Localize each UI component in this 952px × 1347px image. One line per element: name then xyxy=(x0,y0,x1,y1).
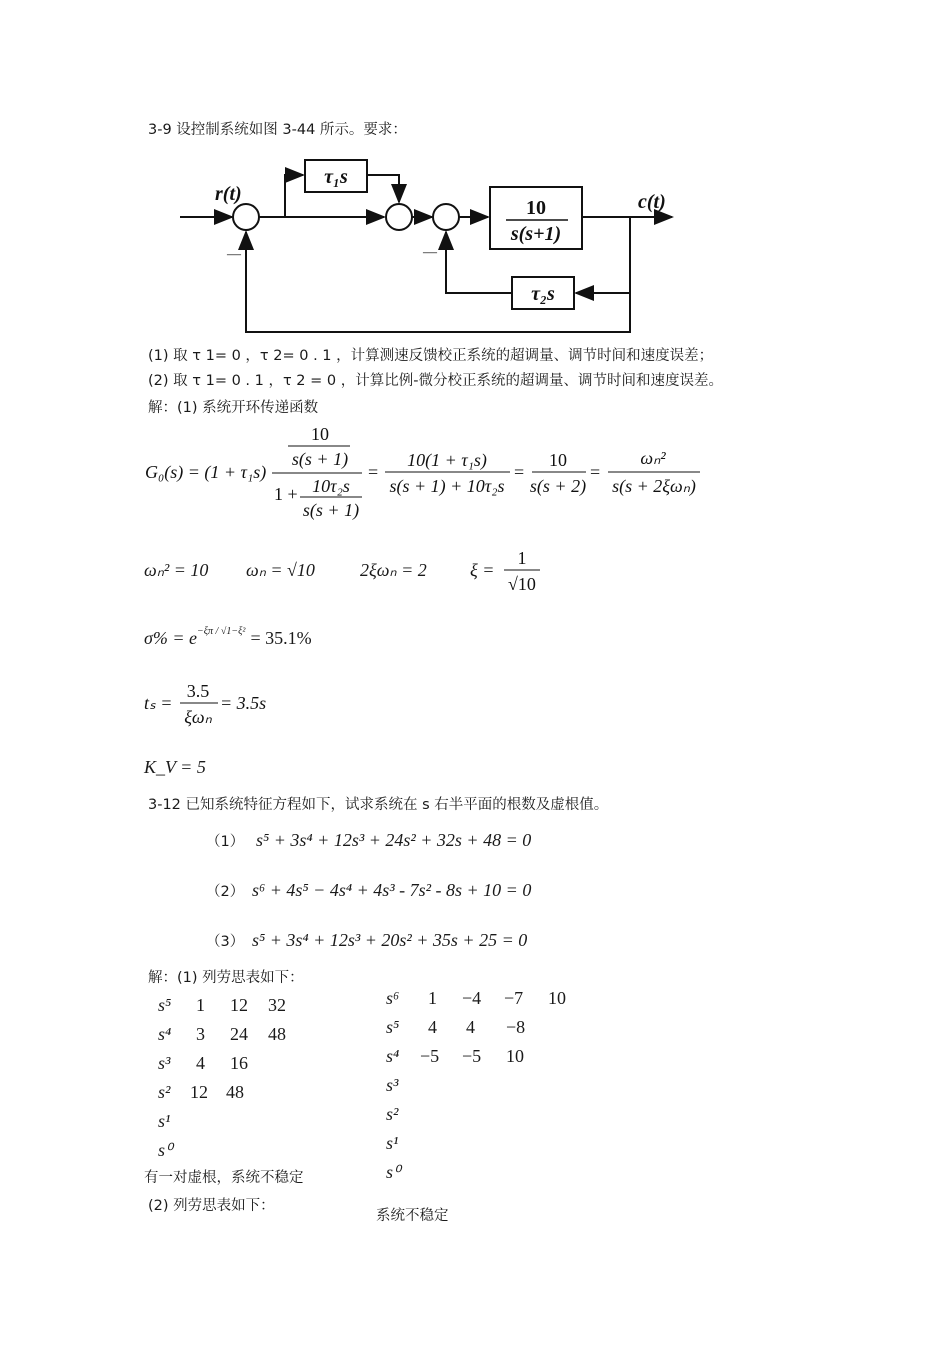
summing-junction-3 xyxy=(433,204,459,230)
svg-text:G₀(s) = (1 + τ₁s): G₀(s) = (1 + τ₁s) xyxy=(145,462,267,482)
routh-row: s² xyxy=(386,1104,399,1124)
svg-text:s(s + 2): s(s + 2) xyxy=(529,476,587,496)
svg-text:ξωₙ: ξωₙ xyxy=(184,707,212,727)
routh-row: s⁶ 1 −4 −7 10 xyxy=(386,988,566,1008)
wn-squared: ωₙ² = 10 xyxy=(144,560,209,580)
routh-row: s⁰ xyxy=(158,1140,173,1160)
minus-sign-1: — xyxy=(227,247,241,262)
summing-junction-2 xyxy=(386,204,412,230)
xi-fraction xyxy=(470,546,550,602)
routh-row: s⁰ xyxy=(386,1162,401,1182)
plant-num: 10 xyxy=(526,197,546,219)
conclusion-1: 有一对虚根，系统不稳定 xyxy=(144,1170,304,1186)
svg-text:10(1 + τ₁s): 10(1 + τ₁s) xyxy=(407,450,487,470)
svg-text:=: = xyxy=(590,462,601,482)
svg-text:tₛ =: tₛ = xyxy=(144,693,173,713)
requirement-1: (1) 取 τ 1= 0 ，τ 2= 0 . 1 ，计算测速反馈校正系统的超调量、调节时间和速度误差； xyxy=(148,348,714,364)
svg-text:ξ =: ξ = xyxy=(470,560,495,580)
svg-text:=: = xyxy=(368,462,379,482)
tau2-label: τ₂s xyxy=(531,283,555,305)
plant-den: s(s+1) xyxy=(510,223,562,245)
svg-text:s(s + 1): s(s + 1) xyxy=(302,500,360,520)
equation-2: （2） s⁶ + 4s⁵ − 4s⁴ + 4s³ - 7s² - 8s + 10 = 0 xyxy=(206,880,532,900)
routh-table-2 xyxy=(386,988,566,1191)
routh-row: s⁴ 3 24 48 xyxy=(158,1024,286,1044)
output-label: c(t) xyxy=(638,191,666,213)
svg-text:s(s + 2ξωₙ): s(s + 2ξωₙ) xyxy=(612,476,696,496)
requirement-2: (2) 取 τ 1= 0 . 1 ，τ 2 = 0 ，计算比例-微分校正系统的超调量、调节时间和速度误差。 xyxy=(148,373,723,389)
svg-text:ωₙ²: ωₙ² xyxy=(640,448,666,468)
tau1-label: τ₁s xyxy=(324,166,348,188)
routh-row: s³ 4 16 xyxy=(158,1053,248,1073)
routh-row: s¹ xyxy=(158,1111,171,1131)
svg-text:10: 10 xyxy=(549,450,567,470)
conclusion-2: 系统不稳定 xyxy=(376,1208,449,1224)
svg-text:s(s + 1): s(s + 1) xyxy=(291,449,349,469)
equation-1: （1） s⁵ + 3s⁴ + 12s³ + 24s² + 32s + 48 = 0 xyxy=(206,830,532,850)
part-2-label: (2) 列劳思表如下： xyxy=(148,1198,275,1214)
routh-row: s³ xyxy=(386,1075,399,1095)
two-xi-wn: 2ξωₙ = 2 xyxy=(360,560,427,580)
settling-time-equation xyxy=(140,678,310,734)
equation-3: （3） s⁵ + 3s⁴ + 12s³ + 20s² + 35s + 25 = 0 xyxy=(206,930,528,950)
svg-text:1: 1 xyxy=(517,548,527,568)
solution-label: 解：(1) 系统开环传递函数 xyxy=(148,400,319,416)
g0-equation xyxy=(140,420,740,525)
svg-text:10τ₂s: 10τ₂s xyxy=(312,476,350,496)
problem-3-12-heading: 3-12 已知系统特征方程如下，试求系统在 s 右半平面的根数及虚根值。 xyxy=(148,797,609,813)
routh-row: s¹ xyxy=(386,1133,399,1153)
routh-row: s⁵ 4 4 −8 xyxy=(386,1017,526,1037)
svg-text:= 3.5s: = 3.5s xyxy=(220,693,267,713)
svg-text:3.5: 3.5 xyxy=(186,681,210,701)
problem-3-9-heading: 3-9 设控制系统如图 3-44 所示。要求： xyxy=(148,122,407,138)
input-label: r(t) xyxy=(215,183,242,205)
block-diagram xyxy=(170,150,690,345)
minus-sign-2: — xyxy=(423,245,437,260)
routh-row: s⁵ 1 12 32 xyxy=(158,995,286,1015)
solution-label-2: 解：(1) 列劳思表如下： xyxy=(148,970,304,986)
routh-row: s⁴ −5 −5 10 xyxy=(386,1046,524,1066)
svg-text:s(s + 1) + 10τ₂s: s(s + 1) + 10τ₂s xyxy=(389,476,505,496)
svg-text:10: 10 xyxy=(311,424,329,444)
wn-value: ωₙ = √10 xyxy=(246,560,315,580)
routh-row: s² 12 48 xyxy=(158,1082,244,1102)
svg-text:√10: √10 xyxy=(508,574,536,594)
summing-junction-1 xyxy=(233,204,259,230)
svg-text:1 +: 1 + xyxy=(274,484,298,504)
svg-text:=: = xyxy=(514,462,525,482)
overshoot-equation: $\sigma\% = e^{-\xi\pi / √1-\xi^2} = 35.1\%$ xyxy=(144,625,312,648)
routh-table-1 xyxy=(158,995,286,1169)
kv-value: K_V = 5 xyxy=(144,757,206,777)
